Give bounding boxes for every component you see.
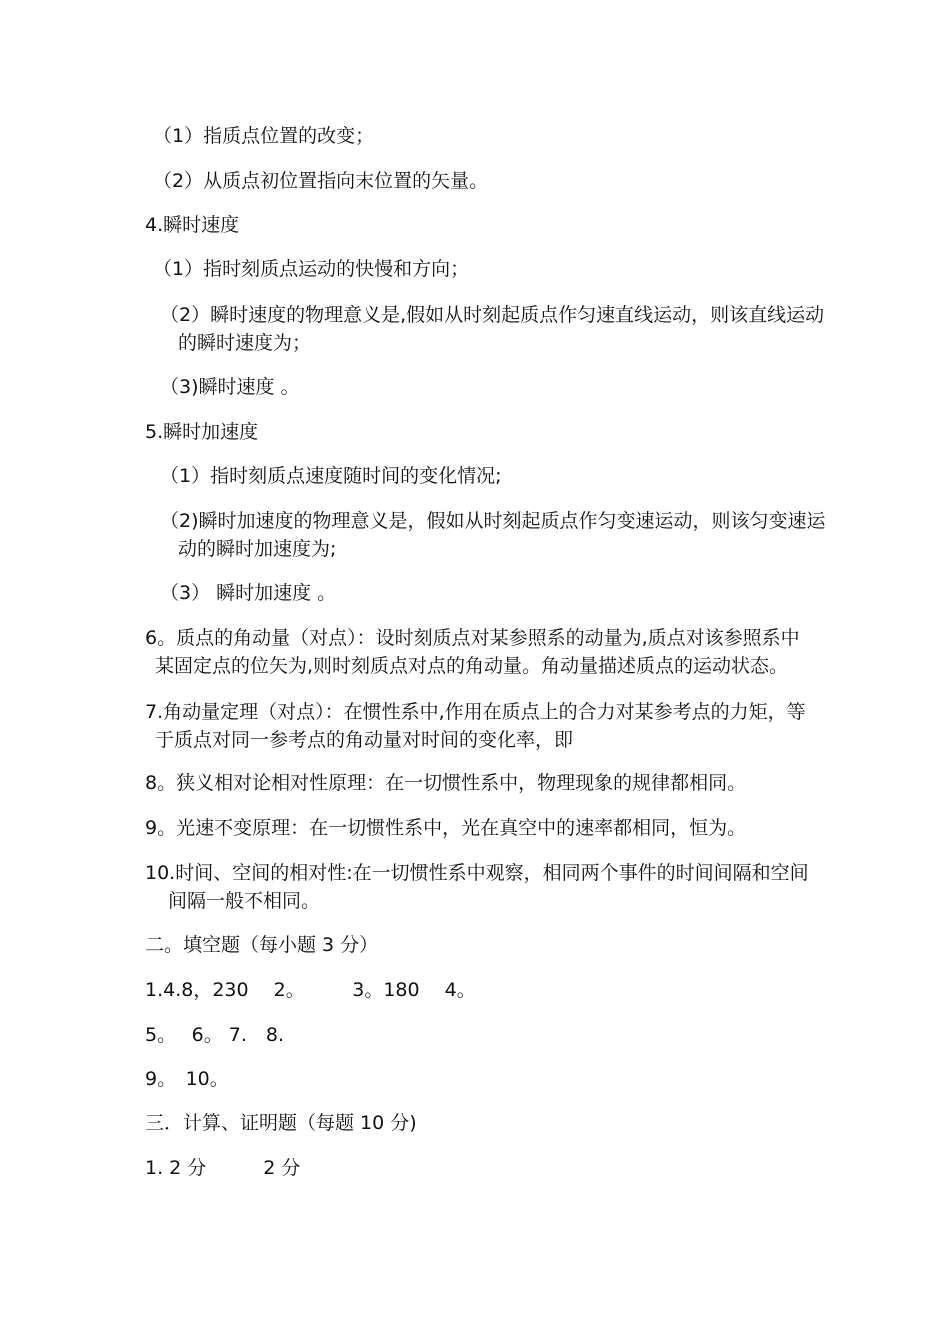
- item-6-cont: 某固定点的位矢为,则时刻质点对点的角动量。角动量描述质点的运动状态。: [155, 655, 789, 677]
- section-3-heading: 三．计算、证明题（每题 10 分): [145, 1112, 417, 1134]
- item-6: 6。质点的角动量（对点）：设时刻质点对某参照系的动量为,质点对该参照系中: [145, 627, 800, 649]
- item-1-1: （1）指质点位置的改变；: [153, 125, 375, 147]
- item-4-3: （3)瞬时速度 。: [160, 376, 300, 398]
- heading-5: 5.瞬时加速度: [145, 421, 259, 443]
- item-10-cont: 间隔一般不相同。: [168, 890, 321, 912]
- item-4-2: （2）瞬时速度的物理意义是,假如从时刻起质点作匀速直线运动，则该直线运动: [160, 304, 825, 326]
- item-7: 7.角动量定理（对点）：在惯性系中,作用在质点上的合力对某参考点的力矩，等: [145, 701, 806, 723]
- calc-answers-row-1: 1. 2 分 2 分: [145, 1157, 301, 1179]
- item-8: 8。狭义相对论相对性原理：在一切惯性系中，物理现象的规律都相同。: [145, 772, 747, 794]
- fill-answers-row-1: 1.4.8，230 2。 3。180 4。: [145, 979, 476, 1001]
- fill-answers-row-2: 5。 6。 7. 8.: [145, 1024, 285, 1046]
- item-5-1: （1）指时刻质点速度随时间的变化情况;: [160, 465, 502, 487]
- fill-answers-row-3: 9。 10。: [145, 1068, 229, 1090]
- item-5-2-cont: 动的瞬时加速度为;: [178, 538, 337, 560]
- item-1-2: （2）从质点初位置指向末位置的矢量。: [153, 170, 489, 192]
- item-5-2: （2)瞬时加速度的物理意义是，假如从时刻起质点作匀变速运动，则该匀变速运: [160, 510, 826, 532]
- item-9: 9。光速不变原理：在一切惯性系中，光在真空中的速率都相同，恒为。: [145, 817, 747, 839]
- heading-4: 4.瞬时速度: [145, 214, 240, 236]
- section-2-heading: 二。填空题（每小题 3 分）: [145, 934, 379, 956]
- item-4-2-cont: 的瞬时速度为；: [178, 332, 312, 354]
- item-7-cont: 于质点对同一参考点的角动量对时间的变化率，即: [155, 729, 574, 751]
- item-5-3: （3） 瞬时加速度 。: [160, 582, 337, 604]
- item-4-1: （1）指时刻质点运动的快慢和方向；: [153, 258, 470, 280]
- item-10: 10.时间、空间的相对性:在一切惯性系中观察，相同两个事件的时间间隔和空间: [145, 862, 809, 884]
